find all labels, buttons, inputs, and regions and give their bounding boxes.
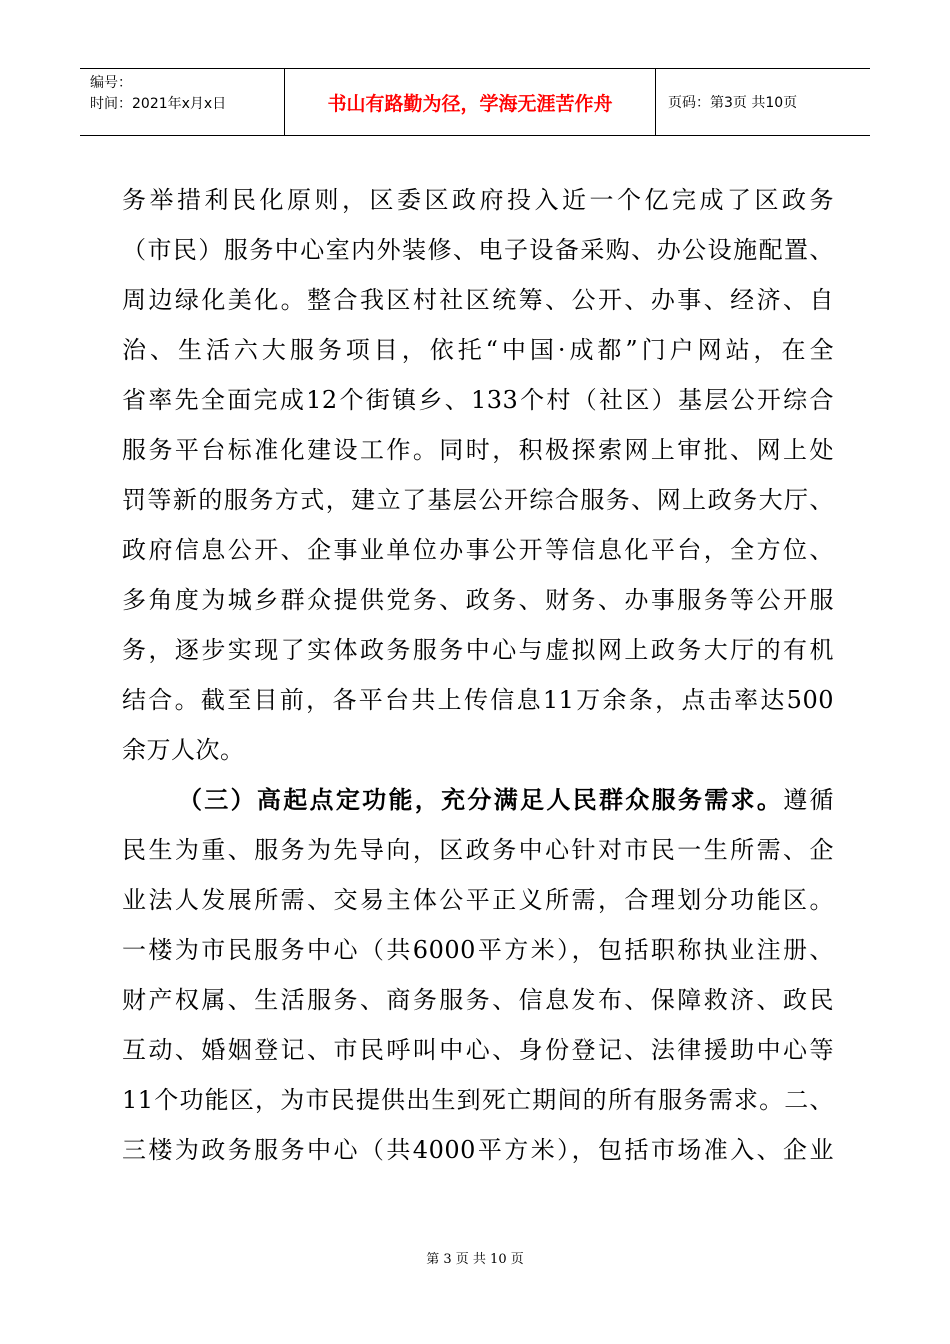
body-line: 一楼为市民服务中心（共6000平方米），包括职称执业注册、 [122,936,834,964]
body-line: 余万人次。 [122,736,245,764]
body-line: 多角度为城乡群众提供党务、政务、财务、办事服务等公开服 [122,586,834,614]
body-line: 务举措利民化原则，区委区政府投入近一个亿完成了区政务 [122,186,834,214]
body-line: （市民）服务中心室内外装修、电子设备采购、办公设施配置、 [122,236,834,264]
body-line: 罚等新的服务方式，建立了基层公开综合服务、网上政务大厅、 [122,486,834,514]
body-line: 业法人发展所需、交易主体公平正义所需，合理划分功能区。 [122,886,834,914]
body-line: 互动、婚姻登记、市民呼叫中心、身份登记、法律援助中心等 [122,1036,834,1064]
section-heading: （三）高起点定功能，充分满足人民群众服务需求。 [178,785,784,814]
date-label: 时间：2021年x月x日 [90,96,227,112]
header-motto: 书山有路勤为径，学海无涯苦作舟 [284,69,656,135]
body-line: 结合。截至目前，各平台共上传信息11万余条，点击率达500 [122,686,834,714]
section-first-line-rest: 遵循 [783,786,834,814]
body-line: 三楼为政务服务中心（共4000平方米），包括市场准入、企业 [122,1136,834,1164]
body-line: 省率先全面完成12个街镇乡、133个村（社区）基层公开综合 [122,386,834,414]
section-first-line [122,775,834,825]
document-body [122,175,834,1175]
body-line: 财产权属、生活服务、商务服务、信息发布、保障救济、政民 [122,986,834,1014]
header-page-info: 页码：第3页 共10页 [668,95,798,111]
body-line: 政府信息公开、企事业单位办事公开等信息化平台，全方位、 [122,536,834,564]
body-line: 治、生活六大服务项目，依托“中国·成都”门户网站，在全 [122,336,834,364]
body-line: 11个功能区，为市民提供出生到死亡期间的所有服务需求。二、 [122,1086,834,1114]
page-footer: 第 3 页 共 10 页 [426,1252,524,1267]
header-meta [80,69,284,135]
document-header [80,68,870,136]
body-line: 周边绿化美化。整合我区村社区统筹、公开、办事、经济、自 [122,286,834,314]
serial-number-label: 编号： [90,75,132,91]
body-line: 务，逐步实现了实体政务服务中心与虚拟网上政务大厅的有机 [122,636,834,664]
body-line: 服务平台标准化建设工作。同时，积极探索网上审批、网上处 [122,436,834,464]
body-line: 民生为重、服务为先导向，区政务中心针对市民一生所需、企 [122,836,834,864]
